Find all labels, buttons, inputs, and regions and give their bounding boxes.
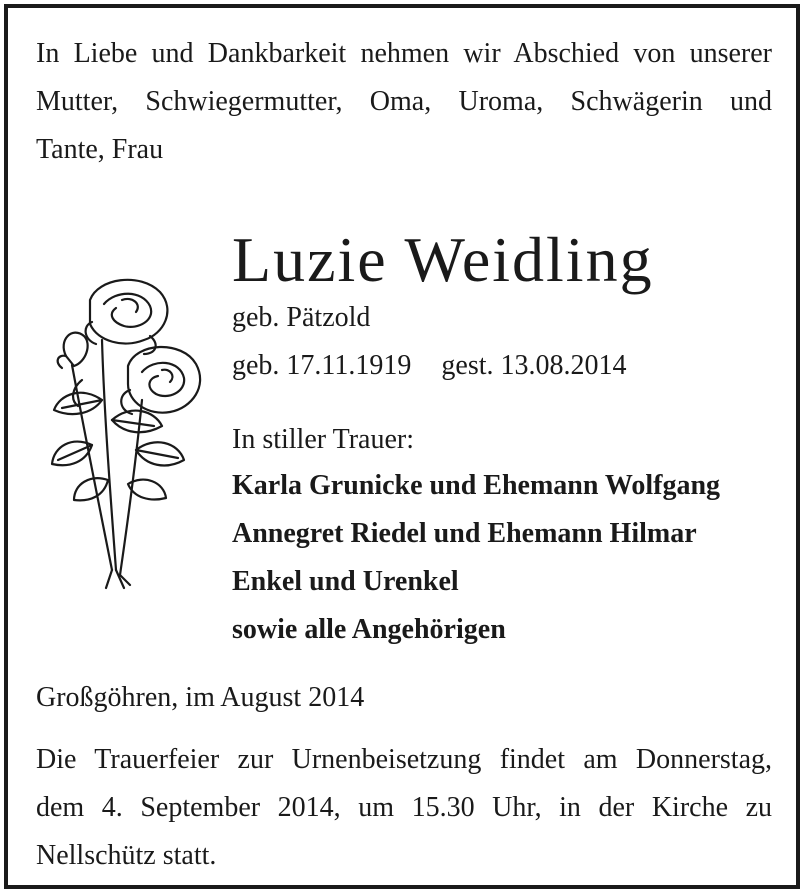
intro-line-1: In Liebe und Dankbarkeit nehmen wir Abschied von unserer xyxy=(36,38,772,69)
birth-date: geb. 17.11.1919 xyxy=(232,350,412,381)
mourner-name: Enkel und Urenkel xyxy=(232,566,459,597)
funeral-line-3: Nellschütz statt. xyxy=(36,840,217,871)
funeral-line-2: dem 4. September 2014, um 15.30 Uhr, in der Kirche zu xyxy=(36,792,772,823)
intro-line-2: Mutter, Schwiegermutter, Oma, Uroma, Schwägerin und xyxy=(36,86,772,117)
deceased-name: Luzie Weidling xyxy=(232,224,654,295)
mourners-heading: In stiller Trauer: xyxy=(232,424,414,455)
life-dates xyxy=(232,346,627,386)
rose-illustration-icon xyxy=(32,270,204,590)
intro-paragraph xyxy=(36,30,772,174)
intro-line-3: Tante, Frau xyxy=(36,134,164,165)
death-date: gest. 13.08.2014 xyxy=(441,350,627,381)
funeral-line-1: Die Trauerfeier zur Urnenbeisetzung findet am Donnerstag, xyxy=(36,744,772,775)
funeral-paragraph xyxy=(36,736,772,880)
maiden-name: geb. Pätzold xyxy=(232,302,371,333)
mourner-name: sowie alle Angehörigen xyxy=(232,614,506,645)
place-date: Großgöhren, im August 2014 xyxy=(36,682,365,713)
mourner-name: Karla Grunicke und Ehemann Wolfgang xyxy=(232,470,721,501)
mourner-name: Annegret Riedel und Ehemann Hilmar xyxy=(232,518,697,549)
obituary-notice xyxy=(4,4,800,889)
